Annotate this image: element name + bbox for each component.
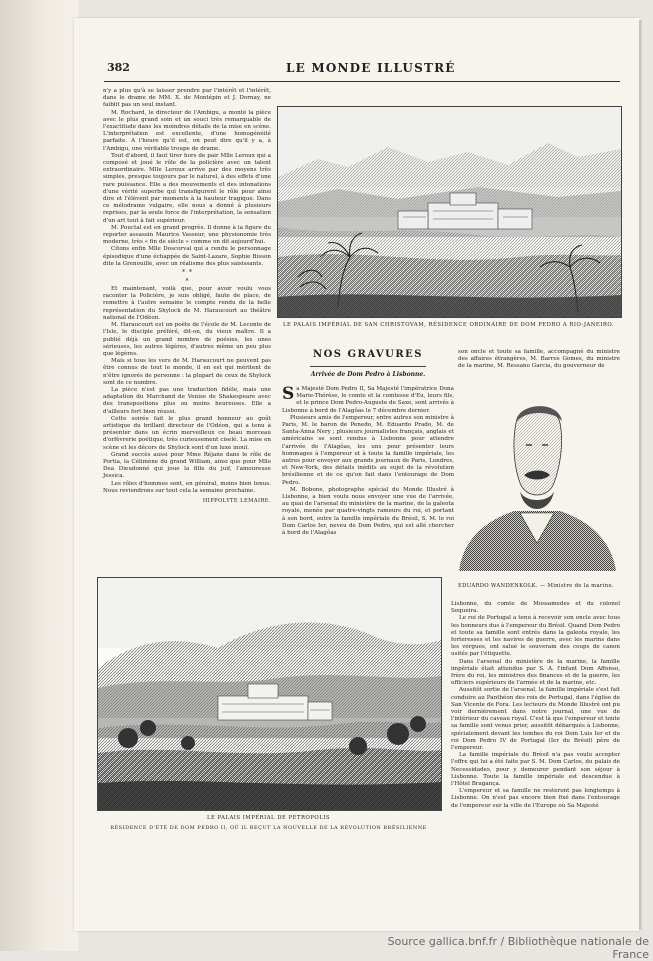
article-paragraph: La pièce n'est pas une traduction fidèle, mais une adaptation du Marchand de Venise de Shakespeare avec des transpositions plus ou moins heureuses. Elle a d'ailleurs fort bien réussi. — [103, 386, 271, 415]
article-paragraph: La famille impériale du Brésil n'a pas voulu accepter l'offre qui lui a été faite par S. M. Dom Carlos, du palais de Necessidades, pour y demeurer pendant son séjour à Lisbonne. Toute la famille impériale est descendue à l'Hôtel Bragança. — [451, 752, 620, 788]
bottom-image-caption-title: LE PALAIS IMPÉRIAL DE PETROPOLIS — [206, 815, 330, 821]
section-subtitle: Arrivée de Dom Pedro à Lisbonne. — [310, 371, 426, 378]
dropcap-letter: S — [282, 384, 295, 404]
section-article — [282, 386, 454, 564]
book-binding-edge — [0, 0, 78, 951]
gallica-source-attribution: Source gallica.bnf.fr / Bibliothèque nationale de France — [387, 935, 649, 961]
palace-landscape-engraving — [278, 107, 621, 317]
article-paragraph: M. Pouctal est en grand progrès. Il donne à la figure du reporter assassin Maurice Vasseur, une physionomie très moderne, très « fin de siècle » comme on dit aujourd'hui. — [103, 224, 271, 246]
page-number: 382 — [107, 61, 130, 74]
section-rule — [310, 366, 426, 367]
article-paragraph: Plusieurs amis de l'empereur, entre autres son ministre à Paris, M. le baron de Penedo, M. Eduardo Prado, M. de Santa-Anna Nery ; plusieurs journalistes français, anglais et américains se sont rendus à Lisbonne pour attendre l'arrivée de l'Alagôas, les uns pour présenter leurs hommages à l'empereur et à toute la famille impériale, les autres pour envoyer aux grands journaux de Paris, Londres, et New-York, des détails inédits au sujet de la révolution brésilienne et de ce qu'on fait dans l'entourage de Dom Pedro. — [282, 414, 454, 486]
article-paragraph: Le roi de Portugal a tenu à recevoir son oncle avec tous les honneurs dus à l'empereur du Brésil. Quand Dom Pedro et toute sa famille sont entrés dans la galeota royale, les forteresses et les navires de guerre, avec les marins dans les vergues, ont salué le souverain des coups de canon usités par l'étiquette. — [451, 615, 620, 658]
article-paragraph: Mais si tous les vers de M. Haraucourt ne peuvent pas être connus de tout le monde, il en est qui méritent de n'être ignorés de personne : la plupart de ceux de Shylock sont de ce nombre. — [103, 358, 271, 386]
section-title: NOS GRAVURES — [312, 349, 424, 360]
engraving-petropolis — [97, 577, 442, 811]
article-paragraph: n'y a plus qu'à se laisser prendre par l'intérêt et l'intérêt, dans le drame de MM. X. de Montépin et J. Dornay, ne faiblit pas un seul instant. — [103, 88, 271, 109]
section-stars: * * * — [182, 269, 192, 286]
engraving-san-christovam — [277, 106, 622, 318]
article-paragraph: Cette soirée fait le plus grand honneur au goût artistique du brillant directeur de l'Odéon, qui a tenu à présenter dans un écrin merveilleux ce beau morceau d'orfèvrerie poétique, très curieusement ciselé. La mise en scène et les décors de Shylock sont d'un luxe inouï. — [103, 415, 271, 451]
article-paragraph: Citons enfin Mlle Doscorval qui a rendu le personnage épisodique d'une échappée de Saint-Lazare, Sophie Bisson dite la Grenouille, avec un réalisme des plus saisissants. — [103, 246, 271, 267]
petropolis-landscape-engraving — [98, 578, 441, 810]
article-paragraph: Grand succès aussi pour Mme Réjane dans le rôle de Portia, la Célimène du grand William, ainsi que pour Mlle Dea Dieudonné qui joue la fille du juif, l'amoureuse Jessica. — [103, 451, 271, 480]
article-paragraph: L'empereur et sa famille ne resteront pas longtemps à Lisbonne. On n'est pas encore bien fixé dans l'entourage de l'empereur sur la ville de l'Europe où Sa Majesté — [451, 788, 620, 809]
article-paragraph: Lisbonne, du comte de Mossamedes et du colonel Sequeira. — [451, 601, 620, 615]
article-paragraph: Dans l'arsenal du ministère de la marine, la famille impériale était attendue par S. A. l'infant Dom Affonso, frère du roi, les ministres des finances et de la guerre, les officiers supérieurs de l'armée et de la marine, etc. — [451, 658, 620, 687]
article-paragraph: Et maintenant, voilà que, pour avoir voulu vous raconter la Policière, je suis obligé, faute de place, de remettre à l'autre semaine le compte rendu de la belle représentation du Shylock de M. Haraucourt au théâtre national de l'Odéon. — [103, 286, 271, 321]
portrait-caption: EDUARDO WANDENKOLK. — Ministre de la marine. — [458, 583, 614, 589]
article-paragraph: M. Haraucourt est un poète de l'école de M. Leconte de l'Isle, le disciple préféré, dit-on, du vieux maître. Il a publié déjà un grand nombre de poésies, les unes sérieuses, les autres légères, d'autres même un peu plus que légères. — [103, 322, 271, 357]
article-paragraph — [282, 386, 454, 415]
author-signature: HIPPOLYTE LEMAIRE. — [202, 497, 271, 504]
article-paragraph-text: a Majesté Dom Pedro II, Sa Majesté l'impératrice Dona Marie-Thérèse, le comte et la comtesse d'Eu, leurs fils, et le prince Dom Pedro-Auguste de Saxe, sont arrivés à Lisbonne à bord de l'Alagôas le 7 décembre dernier. — [282, 386, 454, 414]
article-paragraph: Les rôles d'hommes sont, en général, moins bien tenus. Nous reviendrons sur tout cela la semaine prochaine. — [103, 480, 271, 494]
right-column-intro: son oncle et toute sa famille, accompagné du ministre des affaires étrangères, M. Barros Gomes, du ministre de la marine, M. Ressano Garcia, du gouverneur de — [458, 349, 620, 370]
portrait-wandenkolk — [454, 393, 620, 571]
bottom-image-caption-detail: RÉSIDENCE D'ÉTÉ DE DOM PEDRO II, OÙ IL REÇUT LA NOUVELLE DE LA RÉVOLUTION BRÉSILIENNE — [110, 825, 427, 831]
article-paragraph: Aussitôt sortie de l'arsenal, la famille impériale s'est fait conduire au Panthéon des rois de Portugal, dans l'église de San Vicente de Fora. Les lecteurs du Monde Illustré ont pu voir dernièrement dans notre journal, une vue de l'intérieur du caveau royal. C'est là que l'empereur et toute sa famille sont venus prier, aussitôt débarqués à Lisbonne, spécialement devant les tombes du roi Dom Luis Ier et du roi Dom Pedro IV de Portugal (Ier du Brésil) père de l'empereur. — [451, 687, 620, 752]
page-right-edge — [639, 20, 641, 930]
top-image-caption: LE PALAIS IMPÉRIAL DE SAN CHRISTOVAM, RÉSIDENCE ORDINAIRE DE DOM PEDRO A RIO-JANEIRO. — [282, 322, 615, 328]
left-column-article — [103, 88, 271, 556]
article-paragraph: Tout d'abord, il faut tirer hors de pair Mlle Leroux qui a composé et joué le rôle de la policière avec un talent extraordinaire. Mlle Leroux arrive par des moyens très simples, presque toujours par le naturel, à des effets d'une rare puissance. Elle a des mouvements et des intonations d'une vérité superbe qui transfigurent le rôle pour ainsi dire et l'élèvent par moments à la hauteur tragique. Dans ce mélodrame vulgaire, elle nous a donné à plusieurs reprises, par la seule force de l'interprétation, la sensation d'un art tout à fait supérieur. — [103, 152, 271, 224]
portrait-engraving — [454, 393, 620, 571]
article-paragraph: M. Bobone, photographe spécial du Monde Illustré à Lisbonne, a bien voulu nous envoyer une vue de l'arrivée, au quai de l'arsenal du ministère de la marine, de la galeota royale, menée par quatre-vingts rameurs du roi, et portant à son bord, outre la famille impériale du Brésil, S. M. le roi Dom Carlos Ier, neveu de Dom Pedro, qui est allé chercher à bord de l'Alagôas — [282, 486, 454, 537]
article-paragraph: M. Rochard, le directeur de l'Ambigu, a monté la pièce avec le plus grand soin et un souci très remarquable de l'exactitude dans les moindres détails de la mise en scène. L'interprétation est excellente, d'une homogénéité parfaite. A l'heure qu'il est, on peut dire qu'il y a, à l'Ambigu, une véritable troupe de drame. — [103, 109, 271, 152]
right-column-article — [451, 601, 620, 819]
header-rule — [104, 81, 620, 82]
journal-title: LE MONDE ILLUSTRÉ — [286, 61, 456, 75]
